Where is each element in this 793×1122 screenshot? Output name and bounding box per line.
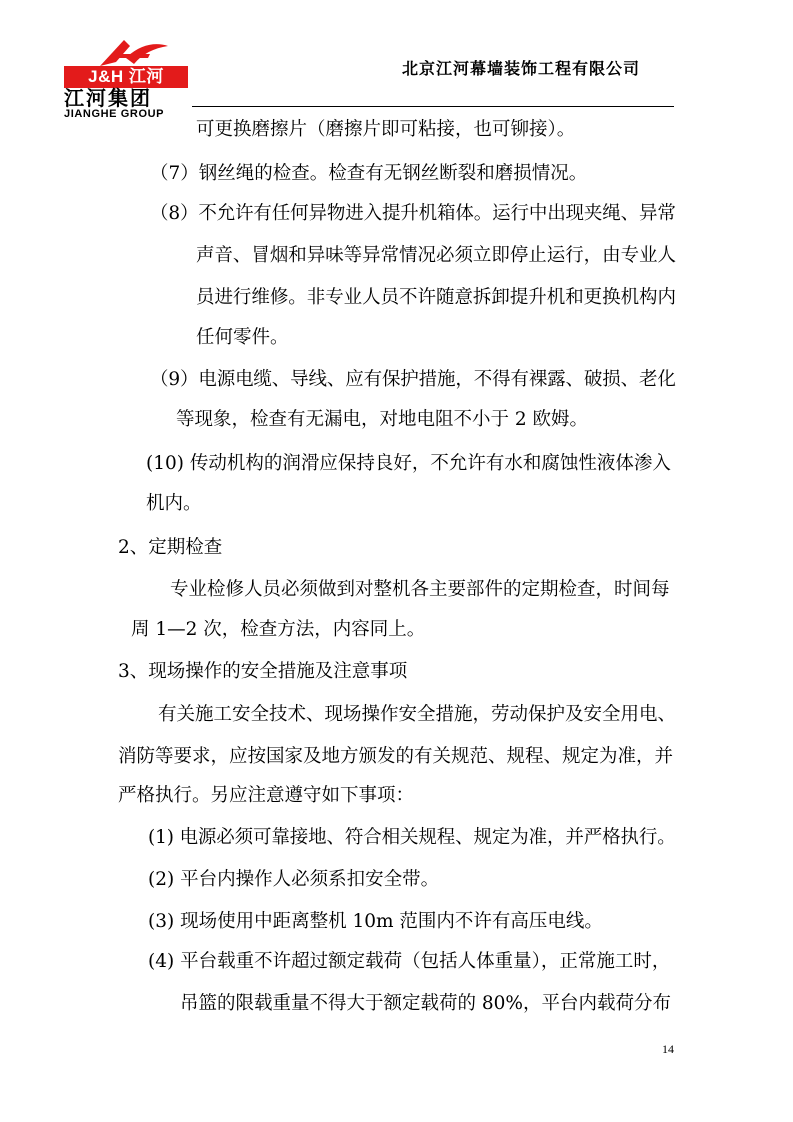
body-line: (10) 传动机构的润滑应保持良好，不允许有水和腐蚀性液体渗入	[146, 453, 671, 474]
logo-swoosh-icon	[90, 36, 170, 68]
body-line: 严格执行。另应注意遵守如下事项：	[118, 785, 415, 806]
list-item: (2) 平台内操作人必须系扣安全带。	[148, 869, 440, 890]
body-line: 消防等要求，应按国家及地方颁发的有关规范、规程、规定为准，并	[118, 746, 674, 767]
logo-chinese-name: 江河集团	[64, 88, 152, 110]
body-line: 任何零件。	[196, 327, 289, 348]
body-line: 员进行维修。非专业人员不许随意拆卸提升机和更换机构内	[196, 287, 676, 308]
body-line: 等现象，检查有无漏电，对地电阻不小于 2 欧姆。	[176, 409, 589, 430]
body-line: 吊篮的限载重量不得大于额定载荷的 80%，平台内载荷分布	[180, 993, 672, 1014]
logo-badge: J&H 江河	[64, 66, 188, 88]
body-line: （9）电源电缆、导线、应有保护措施，不得有裸露、破损、老化	[150, 369, 676, 390]
list-item: (4) 平台载重不许超过额定载荷（包括人体重量），正常施工时，	[148, 951, 671, 972]
list-item: (1) 电源必须可靠接地、符合相关规程、规定为准，并严格执行。	[148, 827, 676, 848]
body-line: （7）钢丝绳的检查。检查有无钢丝断裂和磨损情况。	[150, 163, 588, 184]
body-line: 可更换磨擦片（磨擦片即可粘接，也可铆接）。	[196, 119, 576, 140]
section-heading: 3、现场操作的安全措施及注意事项	[118, 661, 408, 682]
header-divider	[192, 106, 674, 107]
page-number: 14	[662, 1042, 674, 1056]
logo-english-name: JIANGHE GROUP	[64, 108, 165, 120]
body-line: 周 1—2 次，检查方法，内容同上。	[131, 619, 426, 640]
body-line: 机内。	[146, 493, 202, 514]
company-logo	[60, 36, 188, 120]
body-line: 声音、冒烟和异味等异常情况必须立即停止运行，由专业人	[196, 245, 676, 266]
list-item: (3) 现场使用中距离整机 10m 范围内不许有高压电线。	[148, 911, 603, 932]
section-heading: 2、定期检查	[118, 537, 223, 558]
company-name: 北京江河幕墙装饰工程有限公司	[402, 61, 641, 78]
body-line: （8）不允许有任何异物进入提升机箱体。运行中出现夹绳、异常	[150, 203, 676, 224]
body-line: 有关施工安全技术、现场操作安全措施，劳动保护及安全用电、	[158, 704, 677, 725]
body-line: 专业检修人员必须做到对整机各主要部件的定期检查，时间每	[170, 579, 670, 600]
